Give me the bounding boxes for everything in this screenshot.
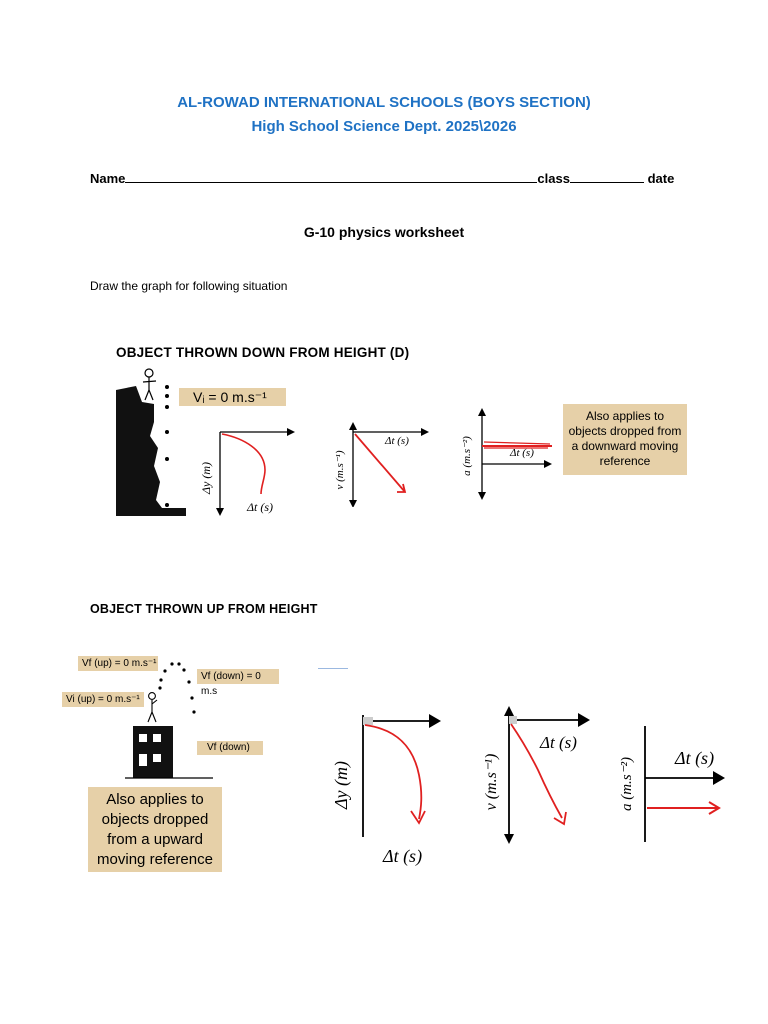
- graph-acceleration-down: [458, 408, 558, 508]
- answer-curve: [222, 434, 265, 494]
- graph-velocity-down: [333, 422, 433, 507]
- final-velocity-down-top-label: Vf (down) = 0 m.s: [197, 669, 279, 684]
- section1-heading: OBJECT THROWN DOWN FROM HEIGHT (D): [116, 345, 410, 360]
- falling-ball-dots: [165, 385, 169, 507]
- section2-heading: OBJECT THROWN UP FROM HEIGHT: [90, 602, 318, 616]
- department-line: High School Science Dept. 2025\2026: [251, 118, 517, 135]
- x-axis-label: Δt (s): [540, 733, 577, 752]
- initial-velocity-label: Vᵢ = 0 m.s⁻¹: [179, 388, 286, 406]
- x-axis-label: Δt (s): [385, 435, 409, 447]
- section1-note: Also applies to objects dropped from a downward moving reference: [563, 404, 687, 475]
- section2-note: Also applies to objects dropped from a upward moving reference: [88, 787, 222, 872]
- name-field[interactable]: [125, 172, 537, 183]
- student-info-line: [90, 171, 690, 186]
- x-axis-label: Δt (s): [510, 447, 534, 459]
- worksheet-title: G-10 physics worksheet: [303, 224, 465, 240]
- y-axis-label: a (m.s⁻²): [461, 436, 473, 476]
- y-axis-label: Δy (m): [331, 760, 351, 810]
- y-axis-label: v (m.s⁻¹): [483, 753, 500, 811]
- cliff-illustration: [110, 362, 200, 522]
- y-axis-label: a (m.s⁻²): [619, 756, 635, 812]
- class-label: class: [537, 171, 570, 186]
- y-axis-label: Δy (m): [199, 461, 213, 495]
- graph-displacement-up: [325, 705, 445, 840]
- name-label: Name: [90, 171, 126, 186]
- x-axis-label: Δt (s): [383, 846, 423, 866]
- ball-trajectory-dots: [158, 662, 195, 713]
- y-axis-label: v (m.s⁻¹): [334, 450, 346, 490]
- final-velocity-down-label: Vf (down): [197, 741, 263, 755]
- answer-curve: [365, 725, 421, 819]
- instruction-text: Draw the graph for following situation: [90, 279, 288, 293]
- initial-velocity-up-label: Vi (up) = 0 m.s⁻¹: [62, 692, 144, 707]
- x-axis-label: Δt (s): [247, 500, 274, 514]
- divider: [318, 668, 348, 669]
- final-velocity-up-label: Vf (up) = 0 m.s⁻¹: [78, 656, 158, 671]
- building-illustration: [125, 658, 225, 783]
- x-axis-label: Δt (s): [675, 748, 715, 768]
- school-name: AL-ROWAD INTERNATIONAL SCHOOLS (BOYS SECTION): [177, 94, 591, 111]
- graph-acceleration-up: [613, 722, 728, 847]
- class-field[interactable]: [570, 172, 644, 183]
- graph-velocity-up: [478, 700, 593, 845]
- date-label: date: [647, 171, 675, 186]
